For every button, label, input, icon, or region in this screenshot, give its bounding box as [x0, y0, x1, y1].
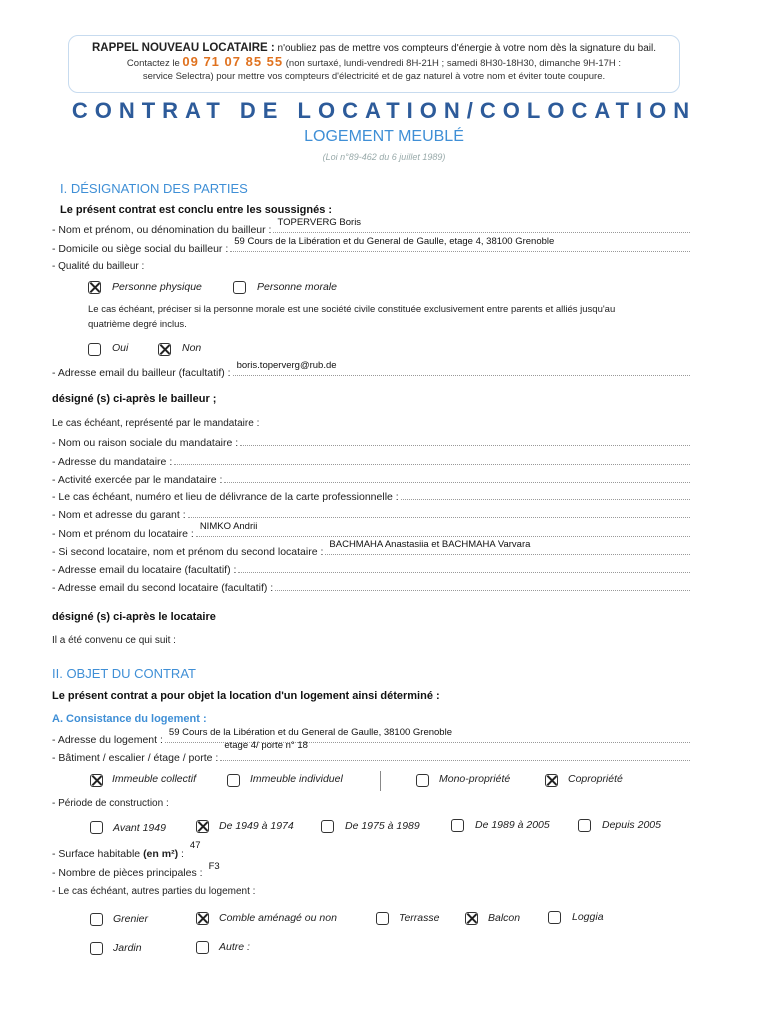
pieces-value: F3 [208, 861, 220, 872]
bailleur-name-label: - Nom et prénom, ou dénomination du bailleur : [52, 224, 272, 236]
second-locataire-value: BACHMAHA Anastasiia et BACHMAHA Varvara [329, 539, 531, 550]
grenier-checkbox[interactable] [90, 913, 103, 926]
bailleur-name-field[interactable] [52, 217, 690, 236]
email-bailleur-field[interactable] [52, 360, 690, 379]
batiment-value: etage 4/ porte n° 18 [224, 740, 308, 751]
balcon-label: Balcon [488, 912, 521, 924]
convenu-text: Il a été convenu ce qui suit : [52, 635, 176, 646]
de-1949-1974-label: De 1949 à 1974 [219, 820, 294, 832]
personne-morale-label: Personne morale [257, 281, 337, 293]
grenier-label: Grenier [113, 913, 149, 925]
surface-label-colon: : [178, 848, 184, 860]
surface-unit: (en m²) [143, 848, 179, 860]
second-locataire-label: - Si second locataire, nom et prénom du second locataire : [52, 546, 324, 558]
banner-line1: n'oubliez pas de mettre vos compteurs d'énergie à votre nom dès la signature du bail. [274, 43, 656, 54]
jardin-checkbox[interactable] [90, 942, 103, 955]
immeuble-individuel-checkbox[interactable] [227, 774, 240, 787]
terrasse-checkbox[interactable] [376, 912, 389, 925]
section-2-heading: II. OBJET DU CONTRAT [52, 666, 196, 681]
banner-contact-label: Contactez le [126, 58, 180, 69]
autre-label: Autre : [219, 941, 250, 953]
consistance-heading: A. Consistance du logement : [52, 713, 207, 725]
mandataire-intro: Le cas échéant, représenté par le mandataire : [52, 418, 260, 429]
second-locataire-field[interactable] [52, 539, 690, 558]
oui-checkbox[interactable] [88, 343, 101, 356]
de-1989-2005-checkbox[interactable] [451, 819, 464, 832]
bailleur-domicile-value: 59 Cours de la Libération et du General de Gaulle, etage 4, 38100 Grenoble [234, 236, 555, 247]
surface-label-text: - Surface habitable [52, 848, 144, 860]
mandataire-activite-field[interactable] [52, 473, 690, 486]
garant-label: - Nom et adresse du garant : [52, 509, 186, 521]
mandataire-adresse-label: - Adresse du mandataire : [52, 456, 173, 468]
email-locataire-field[interactable] [52, 563, 690, 576]
mandataire-nom-label: - Nom ou raison sociale du mandataire : [52, 437, 239, 449]
section-1-intro: Le présent contrat est conclu entre les soussignés : [60, 204, 333, 216]
separator [380, 771, 381, 791]
cas-echeant-line1: Le cas échéant, préciser si la personne morale est une société civile constituée exclusivement entre parents et alliés jusqu'au [88, 304, 616, 315]
locataire-label: - Nom et prénom du locataire : [52, 528, 194, 540]
new-tenant-reminder-banner [68, 35, 680, 93]
banner-line3: service Selectra) pour mettre vos compteurs d'électricité et de gaz naturel à votre nom et éviter toute coupure. [142, 71, 606, 82]
email-bailleur-label: - Adresse email du bailleur (facultatif) : [52, 367, 231, 379]
page-title: CONTRAT DE LOCATION/COLOCATION [71, 98, 697, 123]
qualite-bailleur-label: - Qualité du bailleur : [52, 261, 145, 272]
surface-field[interactable] [52, 840, 222, 860]
designe-bailleur: désigné (s) ci-après le bailleur ; [52, 393, 217, 405]
carte-pro-field[interactable] [52, 490, 690, 503]
periode-construction-label: - Période de construction : [52, 798, 169, 809]
immeuble-collectif-checkbox[interactable] [90, 774, 103, 787]
non-checkbox[interactable] [158, 343, 171, 356]
banner-phone: 09 71 07 85 55 [182, 54, 284, 69]
personne-physique-checkbox[interactable] [88, 281, 101, 294]
mandataire-adresse-field[interactable] [52, 455, 690, 468]
adresse-logement-label: - Adresse du logement : [52, 734, 163, 746]
avant-1949-checkbox[interactable] [90, 821, 103, 834]
bailleur-name-value: TOPERVERG Boris [277, 217, 362, 228]
de-1949-1974-checkbox[interactable] [196, 820, 209, 833]
de-1989-2005-label: De 1989 à 2005 [475, 819, 550, 831]
batiment-label: - Bâtiment / escalier / étage / porte : [52, 752, 219, 764]
garant-field[interactable] [52, 508, 690, 521]
copropriete-label: Copropriété [568, 773, 623, 785]
jardin-label: Jardin [113, 942, 142, 954]
email-locataire-label: - Adresse email du locataire (facultatif) : [52, 564, 237, 576]
comble-checkbox[interactable] [196, 912, 209, 925]
banner-title: RAPPEL NOUVEAU LOCATAIRE : [92, 42, 275, 54]
loggia-label: Loggia [572, 911, 604, 923]
bailleur-domicile-field[interactable] [52, 236, 690, 255]
mono-propriete-label: Mono-propriété [439, 773, 511, 785]
immeuble-individuel-label: Immeuble individuel [250, 773, 343, 785]
cas-echeant-line2: quatrième degré inclus. [88, 319, 187, 330]
mono-propriete-checkbox[interactable] [416, 774, 429, 787]
email-second-locataire-label: - Adresse email du second locataire (facultatif) : [52, 582, 274, 594]
oui-label: Oui [112, 342, 129, 354]
depuis-2005-label: Depuis 2005 [602, 819, 661, 831]
email-second-locataire-field[interactable] [52, 581, 690, 594]
comble-label: Comble aménagé ou non [219, 912, 337, 924]
pieces-label: - Nombre de pièces principales : [52, 867, 203, 879]
avant-1949-label: Avant 1949 [113, 822, 166, 834]
personne-morale-checkbox[interactable] [233, 281, 246, 294]
locataire-value: NIMKO Andrii [199, 521, 258, 532]
personne-physique-label: Personne physique [112, 281, 202, 293]
depuis-2005-checkbox[interactable] [578, 819, 591, 832]
de-1975-1989-checkbox[interactable] [321, 820, 334, 833]
carte-pro-label: - Le cas échéant, numéro et lieu de délivrance de la carte professionnelle : [52, 491, 399, 503]
loggia-checkbox[interactable] [548, 911, 561, 924]
adresse-logement-value: 59 Cours de la Libération et du General de Gaulle, 38100 Grenoble [168, 727, 452, 738]
de-1975-1989-label: De 1975 à 1989 [345, 820, 420, 832]
section-1-heading: I. DÉSIGNATION DES PARTIES [60, 181, 248, 196]
immeuble-collectif-label: Immeuble collectif [112, 773, 197, 785]
non-label: Non [182, 342, 202, 354]
mandataire-nom-field[interactable] [52, 436, 690, 449]
designe-locataire: désigné (s) ci-après le locataire [52, 611, 216, 623]
copropriete-checkbox[interactable] [545, 774, 558, 787]
balcon-checkbox[interactable] [465, 912, 478, 925]
surface-label [52, 848, 184, 860]
law-reference: (Loi n°89-462 du 6 juillet 1989) [322, 152, 446, 162]
banner-hours: (non surtaxé, lundi-vendredi 8H-21H ; samedi 8H30-18H30, dimanche 9H-17H : [285, 58, 622, 69]
pieces-field[interactable] [52, 861, 252, 879]
mandataire-activite-label: - Activité exercée par le mandataire : [52, 474, 223, 486]
autres-parties-label: - Le cas échéant, autres parties du logement : [52, 886, 256, 897]
terrasse-label: Terrasse [399, 912, 440, 924]
email-bailleur-value: boris.toperverg@rub.de [236, 360, 337, 371]
autre-checkbox[interactable] [196, 941, 209, 954]
section-2-intro: Le présent contrat a pour objet la location d'un logement ainsi déterminé : [52, 690, 440, 702]
bailleur-domicile-label: - Domicile ou siège social du bailleur : [52, 243, 229, 255]
surface-value: 47 [189, 840, 201, 851]
page-subtitle: LOGEMENT MEUBLÉ [304, 128, 464, 145]
adresse-logement-field[interactable] [52, 727, 690, 746]
